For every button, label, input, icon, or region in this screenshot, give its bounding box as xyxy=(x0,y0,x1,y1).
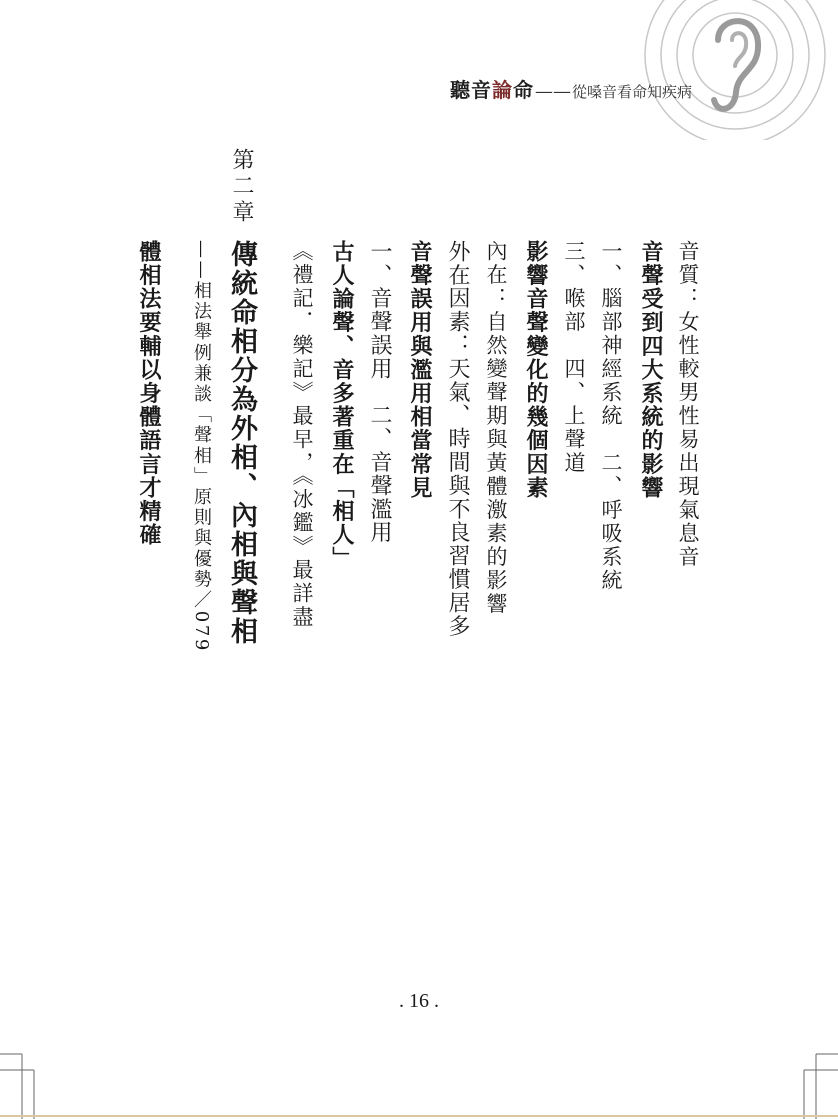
toc-entry: 三、喉部 四、上聲道 xyxy=(562,240,586,475)
ear-logo-icon xyxy=(640,0,838,140)
header-dash: —— xyxy=(535,81,571,102)
toc-entry: 外在因素：天氣、時間與不良習慣居多 xyxy=(445,240,470,638)
toc-entry: 音質：女性較男性易出現氣息音 xyxy=(676,240,700,569)
toc-section-heading: 音聲受到四大系統的影響 xyxy=(638,240,663,500)
book-title: 聽音論命 xyxy=(450,78,534,102)
crop-mark-right-icon xyxy=(778,1040,838,1119)
chapter-title: 傳統命相分為外相、內相與聲相 xyxy=(226,240,257,646)
toc-entry: 《禮記．樂記》最早，《冰鑑》最詳盡 xyxy=(290,240,314,629)
chapter-label: 第二章 xyxy=(229,148,254,226)
bottom-rule xyxy=(0,1115,838,1117)
page-number: . 16 . xyxy=(399,990,439,1012)
book-subtitle: 從嗓音看命知疾病 xyxy=(572,83,693,101)
toc-entry: 內在：自然變聲期與黃體激素的影響 xyxy=(484,240,508,616)
toc-section-heading: 古人論聲、音多著重在「相人」 xyxy=(329,240,354,571)
crop-mark-left-icon xyxy=(0,1040,60,1119)
toc-section-heading: 影響音聲變化的幾個因素 xyxy=(523,240,548,500)
chapter-subtitle: ——相法舉例兼談「聲相」原則與優勢／079 xyxy=(191,240,212,653)
toc-entry: 一、音聲誤用 二、音聲濫用 xyxy=(367,240,392,545)
toc-entry: 一、腦部神經系統 二、呼吸系統 xyxy=(599,240,623,593)
toc-section-heading: 體相法要輔以身體語言才精確 xyxy=(136,240,161,547)
running-header xyxy=(450,74,692,104)
toc-section-heading: 音聲誤用與濫用相當常見 xyxy=(407,240,432,500)
